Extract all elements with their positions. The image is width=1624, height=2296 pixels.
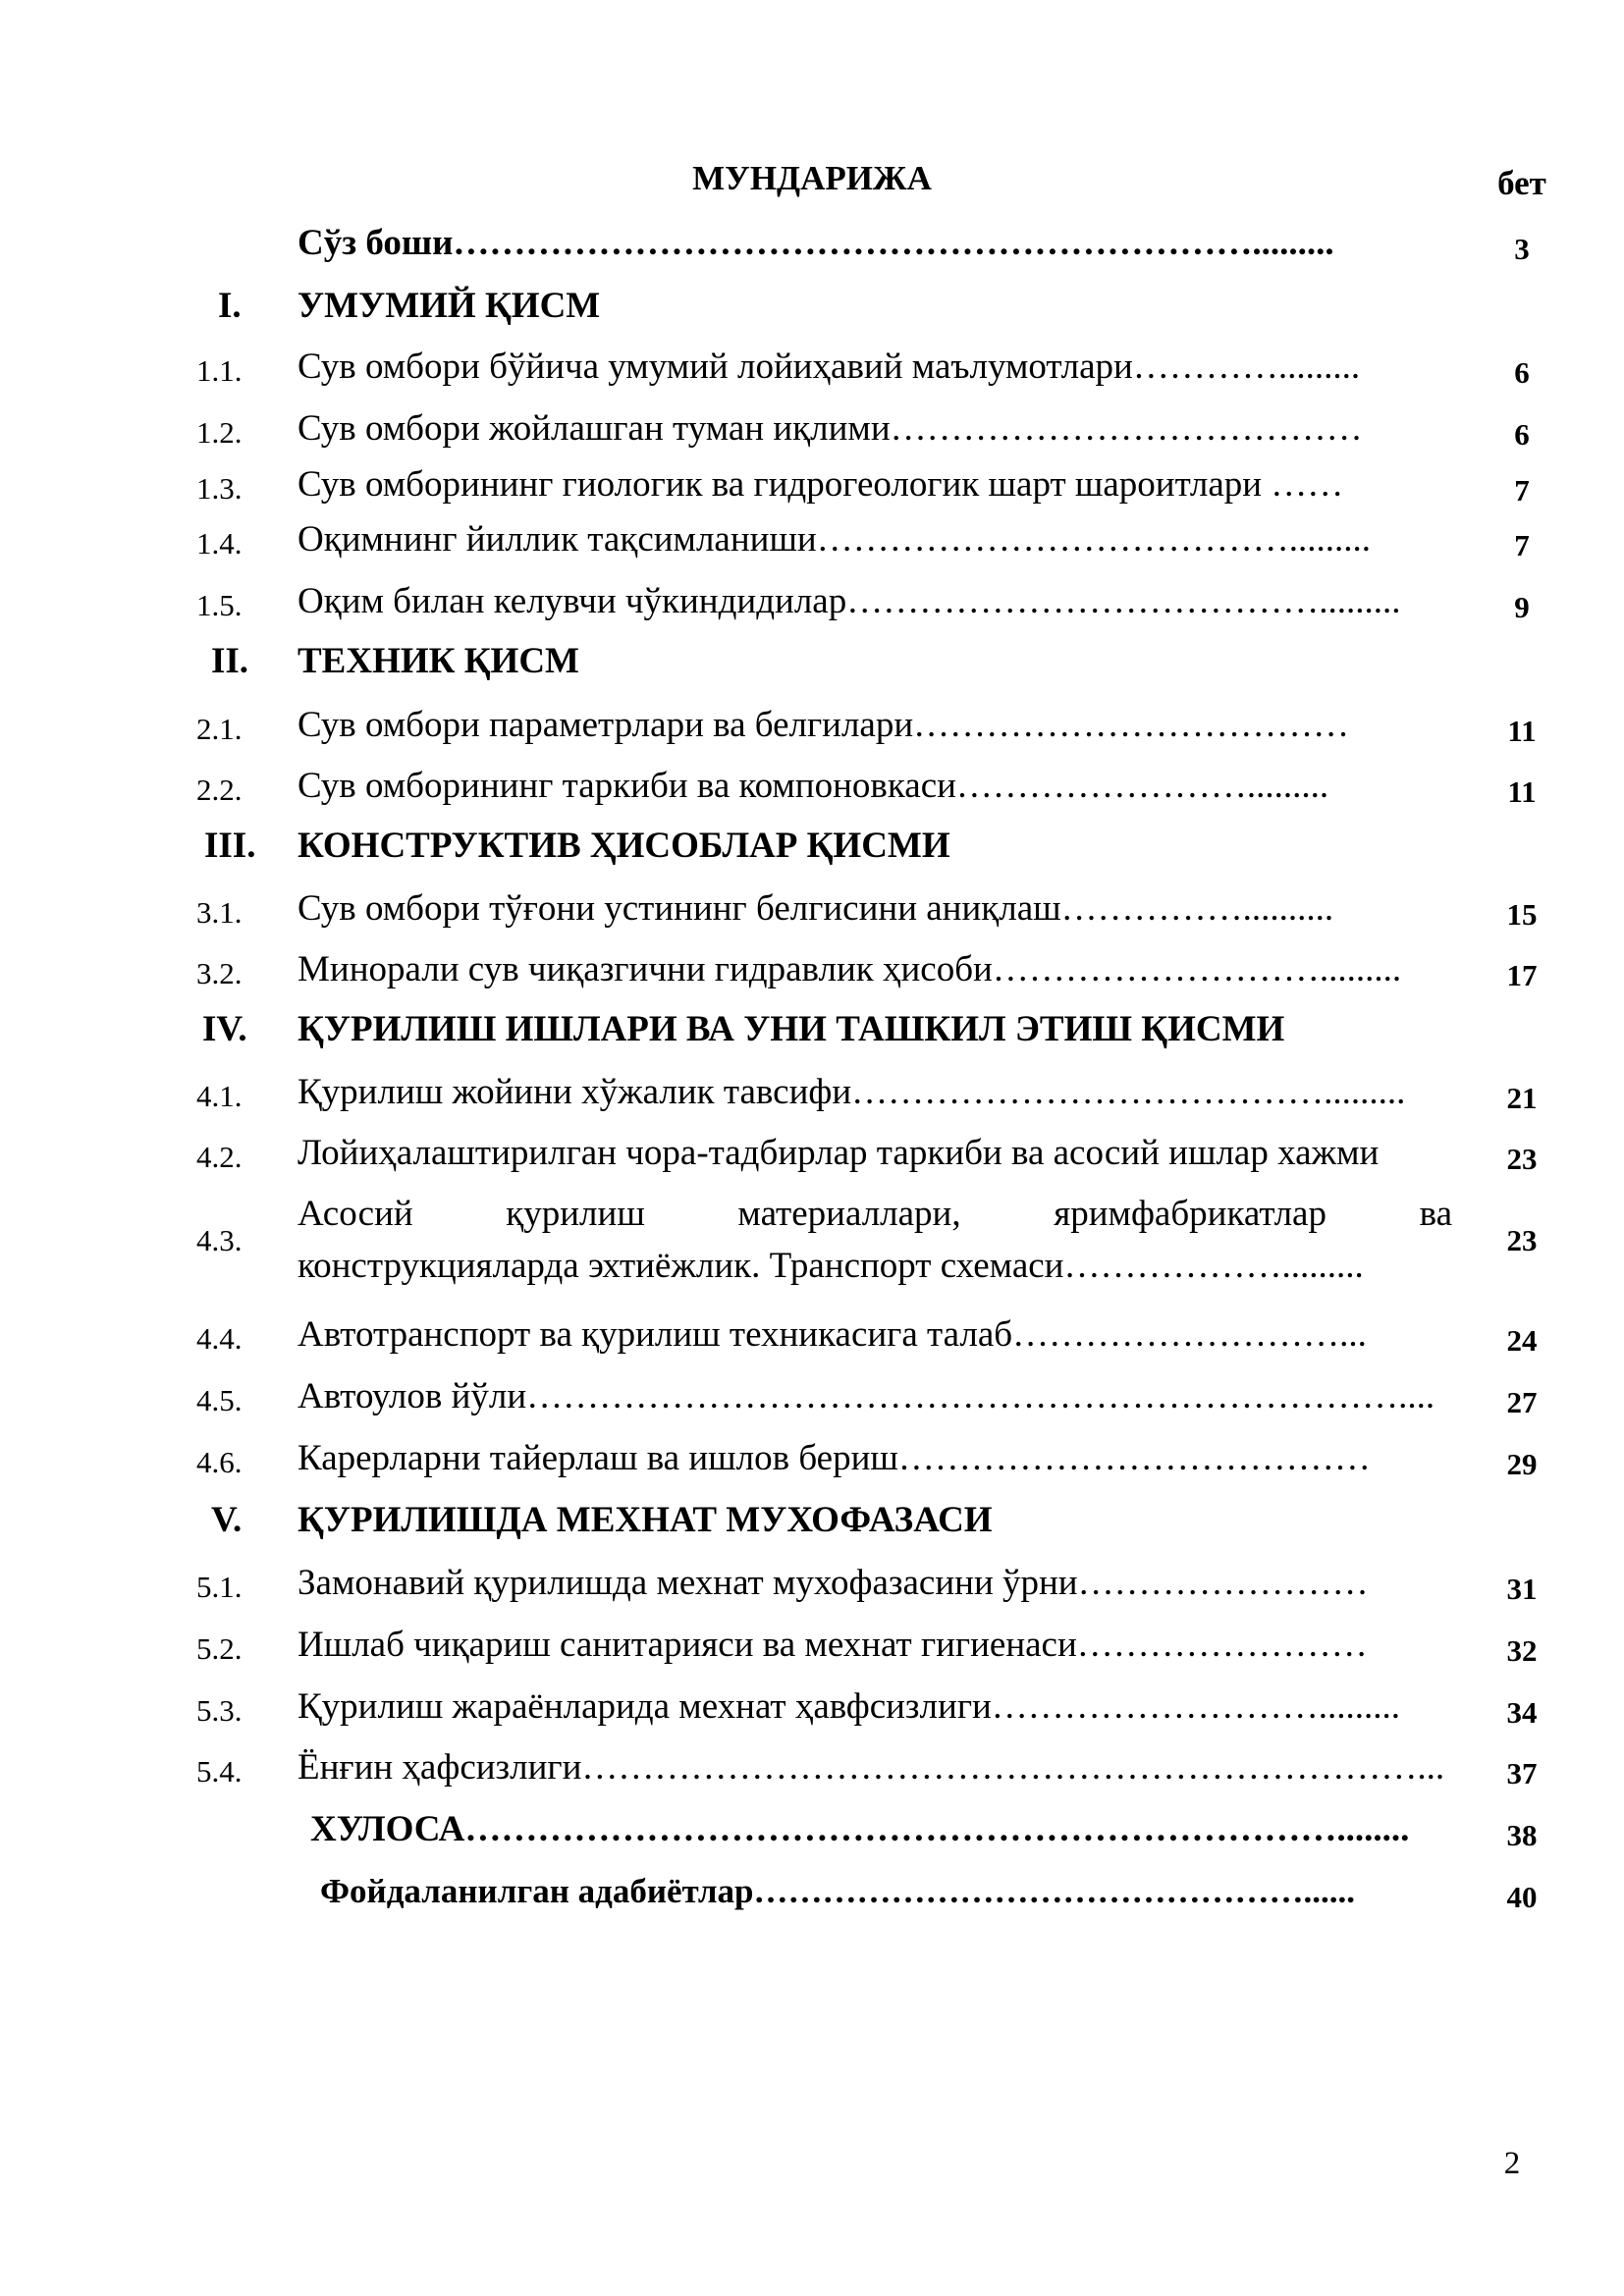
toc-entry-page: 9 [1514,590,1530,624]
toc-section-number: V. [211,1500,243,1540]
toc-section-title: ҚУРИЛИШ ИШЛАРИ ВА УНИ ТАШКИЛ ЭТИШ ҚИСМИ [298,1009,1285,1049]
toc-entry-title: Сув омбори жойлашган туман иқлими………………………………… [298,408,1363,449]
page-title: МУНДАРИЖА [692,159,932,197]
toc-section-1[interactable] [0,283,1624,330]
toc-section-5[interactable] [0,1497,1624,1544]
toc-entry-number: 4.6. [196,1445,243,1479]
toc-section-title: УМУМИЙ ҚИСМ [298,286,601,326]
toc-entry-title: Фойдаланилган адабиётлар…………………………………………...... [320,1872,1355,1910]
toc-entry-title: Ёнғин ҳафсизлиги……………………………………………………………... [298,1747,1445,1788]
toc-section-title: КОНСТРУКТИВ ҲИСОБЛАР ҚИСМИ [298,826,950,866]
toc-entry-page: 7 [1514,473,1530,507]
toc-entry-number: 1.4. [196,526,243,561]
toc-entry-5-4[interactable] [0,1744,1624,1791]
toc-entry-number: 1.1. [196,353,243,388]
toc-entry-1-5[interactable] [0,578,1624,625]
toc-entry-page: 11 [1507,714,1537,748]
toc-entry-title: Минорали сув чиқазгични гидравлик ҳисоби………………………......... [298,949,1402,989]
toc-entry-number: 2.2. [196,773,243,807]
toc-entry-number: 4.1. [196,1079,243,1113]
toc-entry-number: 4.2. [196,1140,243,1174]
toc-entry-1-3[interactable] [0,461,1624,508]
toc-entry-page: 34 [1506,1695,1538,1730]
toc-entry-5-1[interactable] [0,1560,1624,1607]
toc-entry-number: 1.5. [196,588,243,622]
toc-entry-number: 1.3. [196,471,243,506]
toc-entry-3-2[interactable] [0,946,1624,993]
toc-entry-page: 27 [1506,1385,1538,1419]
toc-entry-1-2[interactable] [0,405,1624,453]
toc-entry-references[interactable] [0,1868,1624,1915]
toc-entry-4-5[interactable] [0,1373,1624,1420]
toc-section-2[interactable] [0,638,1624,685]
toc-entry-title: Сув омбори тўғони устининг белгисини аниқлаш…………….......... [298,888,1334,929]
toc-entry-5-2[interactable] [0,1622,1624,1669]
toc-entry-title: Оқимнинг йиллик тақсимланиши…………………………………......... [298,519,1371,560]
toc-entry-number: 5.3. [196,1693,243,1728]
toc-entry-page: 32 [1506,1633,1538,1668]
toc-entry-page: 23 [1506,1223,1538,1257]
toc-entry-title: Автотранспорт ва қурилиш техникасига талаб………………………... [298,1314,1367,1355]
toc-entry-5-3[interactable] [0,1683,1624,1731]
toc-section-3[interactable] [0,823,1624,870]
toc-entry-page: 6 [1514,417,1530,452]
toc-entry-number: 5.4. [196,1754,243,1789]
toc-section-number: IV. [202,1009,247,1049]
toc-entry-title: Сўз боши…………………………………………………………......... [298,223,1334,263]
toc-entry-foreword[interactable] [0,220,1624,267]
page-column-label: бет [1497,164,1546,202]
toc-entry-title: Ишлаб чиқариш санитарияси ва мехнат гигиенаси…………………… [298,1625,1368,1665]
toc-entry-4-2[interactable] [0,1130,1624,1177]
toc-entry-number: 4.4. [196,1321,243,1356]
toc-entry-title: Қурилиш жойини хўжалик тавсифи…………………………………......... [298,1072,1406,1112]
toc-entry-4-4[interactable] [0,1311,1624,1359]
toc-entry-number: 4.3. [196,1223,243,1257]
toc-entry-page: 11 [1507,774,1537,809]
toc-entry-page: 17 [1506,958,1538,992]
toc-entry-1-4[interactable] [0,516,1624,563]
toc-entry-title: Қурилиш жараёнларида мехнат ҳавфсизлиги………………………......... [298,1686,1401,1727]
toc-entry-page: 23 [1506,1142,1538,1176]
page-number: 2 [1503,2146,1521,2181]
toc-entry-title: Сув омборининг гиологик ва гидрогеологик шарт шароитлари …… [298,464,1344,505]
toc-entry-title: Карерларни тайерлаш ва ишлов бериш………………………………… [298,1438,1371,1478]
toc-entry-number: 2.1. [196,712,243,746]
toc-entry-3-1[interactable] [0,885,1624,933]
toc-entry-4-3[interactable] [0,1188,1624,1296]
toc-entry-page: 15 [1506,897,1538,932]
toc-entry-title: Лойиҳалаштирилган чора-тадбирлар таркиби ва асосий ишлар хажми [298,1133,1380,1173]
toc-entry-number: 1.2. [196,415,243,450]
toc-entry-title: Автоулов йўли……………………………………………………………….... [298,1376,1435,1416]
toc-entry-title: Замонавий қурилишда мехнат мухофазасини ўрни…………………… [298,1563,1369,1603]
toc-entry-2-2[interactable] [0,763,1624,810]
toc-entry-title: Сув омбори бўйича умумий лойиҳавий маълумотлари…………......... [298,347,1361,387]
toc-entry-number: 3.2. [196,956,243,990]
toc-entry-number: 4.5. [196,1383,243,1417]
toc-entry-1-1[interactable] [0,344,1624,391]
toc-entry-page: 7 [1514,528,1530,562]
toc-entry-title-line2: конструкцияларда эхтиёжлик. Транспорт схемаси………………......... [298,1246,1364,1286]
toc-entry-number: 5.1. [196,1570,243,1604]
toc-entry-2-1[interactable] [0,702,1624,749]
toc-entry-number: 3.1. [196,895,243,930]
toc-section-title: ҚУРИЛИШДА МЕХНАТ МУХОФАЗАСИ [298,1500,993,1540]
toc-section-number: III. [204,826,256,866]
toc-entry-page: 29 [1506,1447,1538,1481]
toc-entry-title: Оқим билан келувчи чўкиндидилар…………………………………......... [298,581,1401,621]
toc-entry-page: 31 [1506,1572,1538,1606]
toc-entry-page: 24 [1506,1323,1538,1358]
toc-entry-conclusion[interactable] [0,1806,1624,1853]
toc-section-title: ТЕХНИК ҚИСМ [298,641,579,681]
toc-entry-title: Сув омбори параметрлари ва белгилари……………………………… [298,705,1350,745]
toc-entry-title-line1: Асосий қурилиш материаллари, яримфабрикатлар ва [298,1194,1452,1234]
toc-entry-page: 38 [1506,1818,1538,1852]
toc-section-number: II. [211,641,249,681]
toc-entry-title: Сув омборининг таркиби ва компоновкаси……………………......... [298,766,1329,806]
toc-entry-title: ХУЛОСА………………………………………………………………........ [310,1809,1410,1849]
toc-section-number: I. [218,286,242,326]
toc-entry-4-1[interactable] [0,1069,1624,1116]
toc-entry-title [298,1188,1452,1296]
toc-entry-page: 21 [1506,1081,1538,1115]
toc-entry-page: 6 [1514,355,1530,390]
toc-entry-number: 5.2. [196,1631,243,1666]
toc-section-4[interactable] [0,1006,1624,1053]
toc-entry-4-6[interactable] [0,1435,1624,1482]
toc-entry-page: 37 [1506,1756,1538,1790]
toc-entry-page: 3 [1514,232,1530,266]
toc-entry-page: 40 [1506,1880,1538,1914]
